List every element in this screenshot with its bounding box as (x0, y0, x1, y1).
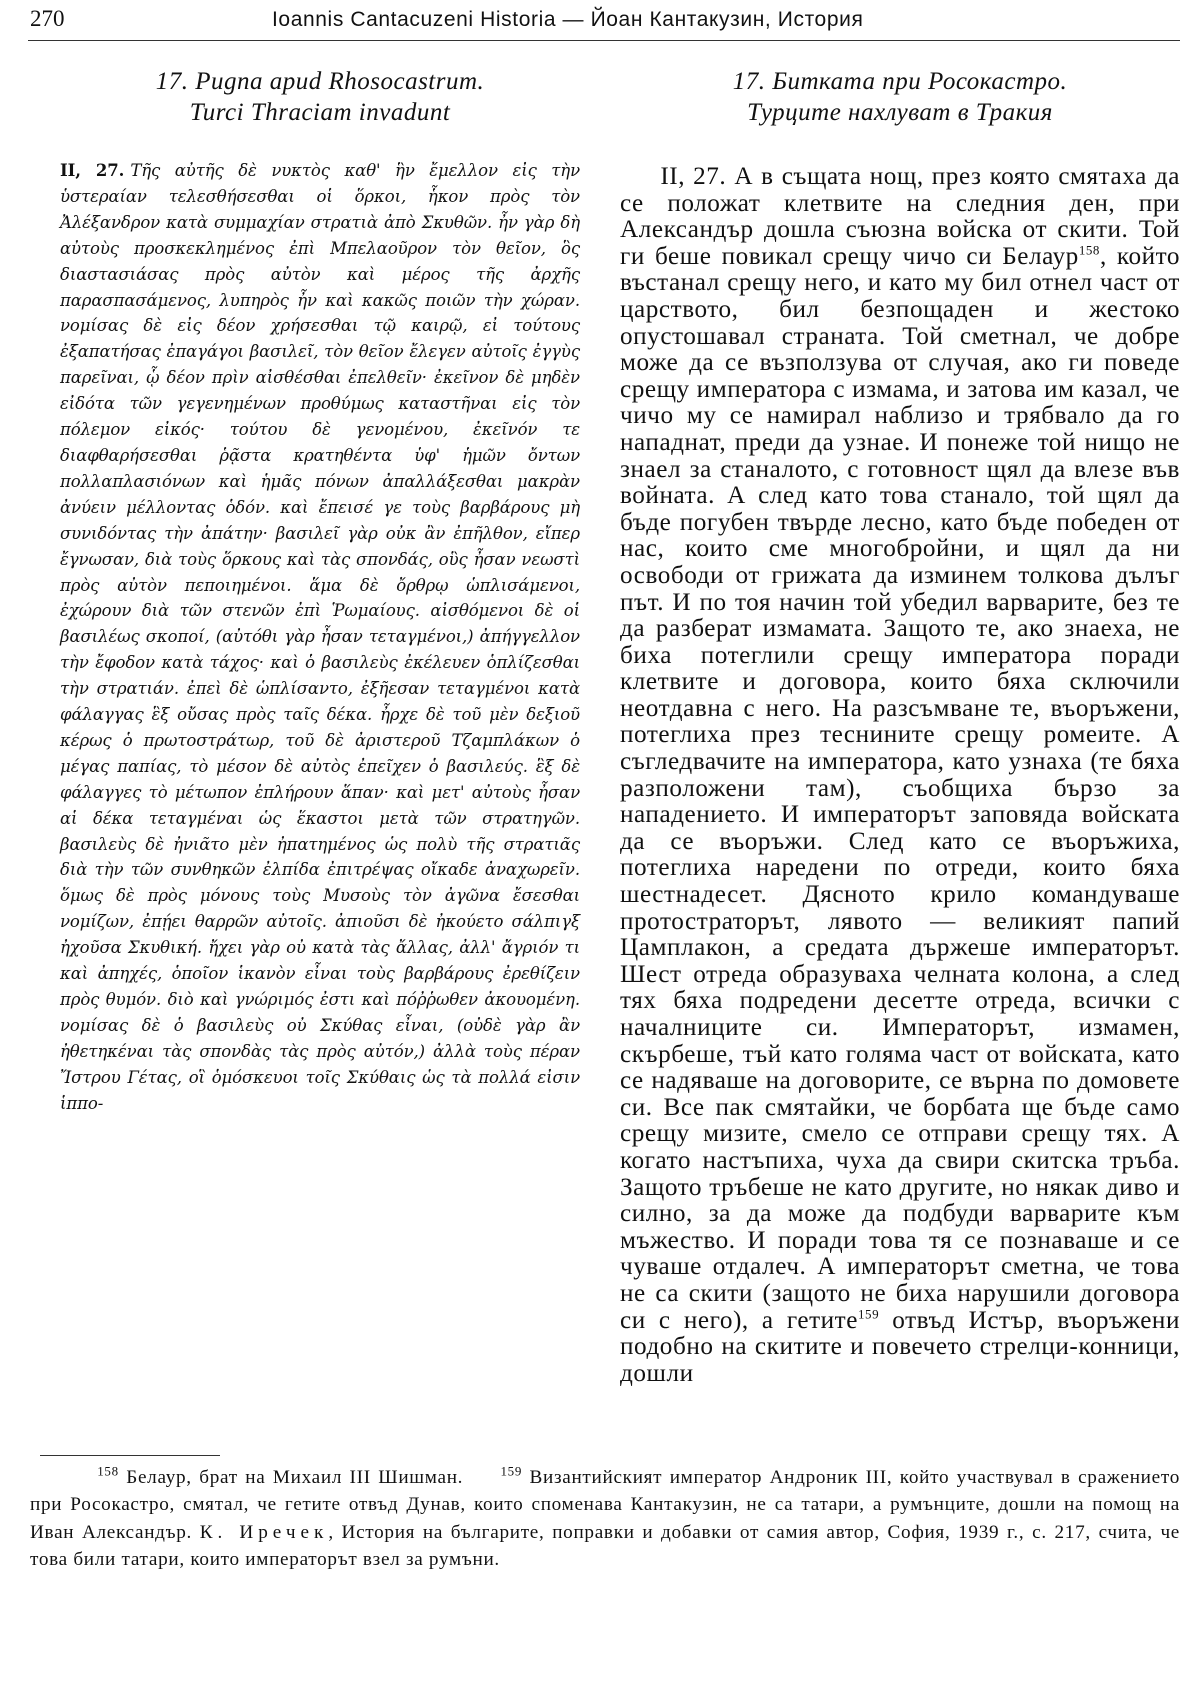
bulgarian-text (620, 164, 1180, 1387)
footnote-159-part1: Византийският император Андроник III, който участвувал в сражението при Росокастро, смятал, че гетите отвъд Дунав, които споменава Кантакузин, не са татари, а румънците, дошли на помощ на Иван Александър. (30, 1467, 1180, 1543)
footnote-text (30, 1464, 1180, 1573)
footnote-159-author: К. Иречек (199, 1521, 329, 1543)
footnote-159-part2: , История на българите, поправки и добавки от самия автор, София, 1939 г., с. 217, счита, че това били татари, които императорът взел за румъни. (30, 1521, 1181, 1570)
latin-heading-line1: 17. Pugna apud Rhosocastrum. (155, 68, 485, 95)
footnote-159-number: 159 (500, 1463, 523, 1479)
greek-column (60, 60, 580, 1117)
bulgarian-text-part2: , който въстанал срещу него, и като му бил отнел част от царството, бил безпощаден и жестоко опустошавал страната. Той сметнал, че добре може да се възползува от случая, ако ги поведе срещу императора с измама, и затова им казал, че чичо му се намирал наблизо и трябвало да го нападнат, преди да узнае. И понеже той нищо не знаел за станалото, с готовност щял да влезе във войната. А след като това станало, той щял да бъде погубен твърде лесно, като бъде победен от нас, които сме многобройни, и щял да ни освободи от грижата да изминем толкова дълъг път. И по тоя начин той убедил варварите, без те да разберат измамата. Защото те, ако знаеха, не биха потеглили срещу императора поради клетвите и договора, които бяха сключили неотдавна с него. На разсъмване те, въоръжени, потеглиха през теснините срещу ромеите. А съгледвачите на императора, като узнаха (те бяха разположени там), съобщиха бързо за нападението. И императорът заповяда войската да се въоръжи. След като се въоръжиха, потеглиха наредени по отреди, които бяха шестнадесет. Дясното крило командуваше протостраторът, лявото — великият папий Цамплакон, а средата държеше императорът. Шест отреда образуваха челната колона, а след тях бяха подредени десетте отреда, всички с началниците си. Императорът, измамен, скърбеше, тъй като голяма част от войската, като се надяваше на договорите, се върна по домовете си. Все пак смятайки, че борбата ще бъде само срещу мизите, смело се отправи срещу тях. А когато настъпиха, чуха да свири скитска тръба. Защото тръбеше не като другите, но някак диво и силно, за да може да подбуди варварите към мъжество. И поради това тя се познаваше и се чуваше отдалеч. А императорът сметна, че това не са скити (защото не биха нарушили договора си с него), а гетите (620, 242, 1180, 1334)
greek-body: Τῆς αὐτῆς δὲ νυκτὸς καθ' ἣν ἔμελλον εἰς τὴν ὑστεραίαν τελεσθήσεσθαι οἱ ὅρκοι, ἧκον πρὸς τὸν Ἀλέξανδρον κατὰ συμμαχίαν στρατιὰ ἀπὸ Σκυθῶν. ἦν γὰρ δὴ αὐτοὺς προσκεκλημένος ἐπὶ Μπελαοῦρον τὸν θεῖον, ὃς διαστασιάσας πρὸς αὐτὸν καὶ μέρος τῆς ἀρχῆς παρασπασάμενος, λυπηρὸς ἦν καὶ κακῶς ποιῶν τὴν χώραν. νομίσας δὲ εἰς δέον χρήσεσθαι τῷ καιρῷ, εἰ τούτους ἐξαπατήσας ἐπαγάγοι βασιλεῖ, τὸν θεῖον ἔλεγεν αὐτοῖς ἐγγὺς παρεῖναι, ᾧ δέον πρὶν αἰσθέσθαι ἐπελθεῖν· ἐκεῖνον δὲ μηδὲν εἰδότα τῶν γεγενημένων προθύμως καταστῆναι εἰς τὸν πόλεμον εἰκός· τούτου δὲ γενομένου, ἐκεῖνόν τε διαφθαρήσεσθαι ῥᾷστα κρατηθέντα ὑφ' ἡμῶν ὄντων πολλαπλασιόνων καὶ ἡμᾶς πόνων ἀπαλλάξεσθαι μακρὰν ἀνύειν μέλλοντας ὁδόν. καὶ ἔπεισέ γε τοὺς βαρβάρους μὴ συνιδόντας τὴν ἀπάτην· βασιλεῖ γὰρ οὐκ ἂν ἐπῆλθον, εἴπερ ἔγνωσαν, διὰ τοὺς ὅρκους καὶ τὰς σπονδάς, οὓς ἦσαν νεωστὶ πρὸς αὐτὸν πεποιημένοι. ἅμα δὲ ὄρθρῳ ὡπλισάμενοι, ἐχώρουν διὰ τῶν στενῶν ἐπὶ Ῥωμαίους. αἰσθόμενοι δὲ οἱ βασιλέως σκοποί, (αὐτόθι γὰρ ἦσαν τεταγμένοι,) ἀπήγγελλον τὴν ἔφοδον κατὰ τάχος· καὶ ὁ βασιλεὺς ἐκέλευεν ὁπλίζεσθαι τὴν στρατιάν. ἐπεὶ δὲ ὡπλίσαντο, ἐξῆεσαν τεταγμένοι κατὰ φάλαγγας ἓξ οὔσας πρὸς ταῖς δέκα. ἦρχε δὲ τοῦ μὲν δεξιοῦ κέρως ὁ πρωτοστράτωρ, τοῦ δὲ ἀριστεροῦ Τζαμπλάκων ὁ μέγας παπίας, τὸ μέσον δὲ αὐτὸς ἐπεῖχεν ὁ βασιλεύς. ἓξ δὲ φάλαγγες τὸ μέτωπον ἐπλήρουν ἅπαν· καὶ μετ' αὐτοὺς ἦσαν αἱ δέκα τεταγμέναι ὡς ἕκαστοι μετὰ τῶν στρατηγῶν. βασιλεὺς δὲ ἠνιᾶτο μὲν ἠπατημένος ὡς πολὺ τῆς στρατιᾶς διὰ τὴν τῶν συνθηκῶν ἐλπίδα ἐπιτρέψας οἴκαδε ἀναχωρεῖν. ὅμως δὲ πρὸς μόνους τοὺς Μυσοὺς τὸν ἀγῶνα ἔσεσθαι νομίζων, ἐπῄει θαρρῶν αὐτοῖς. ἀπιοῦσι δὲ ἠκούετο σάλπιγξ ἠχοῦσα Σκυθική. ἤχει γὰρ οὐ κατὰ τὰς ἄλλας, ἀλλ' ἄγριόν τι καὶ ἀπηχές, ὁποῖον ἱκανὸν εἶναι τοὺς βαρβάρους ἐρεθίζειν πρὸς θυμόν. διὸ καὶ γνώριμός ἐστι καὶ πόῤῥωθεν ἀκουομένη. νομίσας δὲ ὁ βασιλεὺς οὐ Σκύθας εἶναι, (οὐδὲ γὰρ ἂν ἠθετηκέναι τὰς σπονδὰς τὰς πρὸς αὐτόν,) ἀλλὰ τοὺς πέραν Ἴστρου Γέτας, οἳ ὁμόσκευοι τοῖς Σκύθαις ὡς τὰ πολλά εἰσιν ἱππο- (60, 161, 580, 1113)
footnote-158-number: 158 (97, 1463, 119, 1479)
footnote-158: Белаур, брат на Михаил III Шишман. (118, 1467, 464, 1488)
section-mark: II, 27. (60, 161, 125, 180)
page-number: 270 (30, 6, 65, 31)
footnote-ref-159[interactable]: 159 (857, 1306, 880, 1322)
bulgarian-heading-line2: Турците нахлуват в Тракия (747, 99, 1053, 126)
bulgarian-heading-line1: 17. Битката при Росокастро. (732, 68, 1068, 95)
bulgarian-heading (620, 66, 1180, 128)
greek-text (60, 158, 580, 1117)
latin-heading-line2: Turci Thraciam invadunt (189, 99, 451, 126)
bulgarian-text-part3: отвъд Истър, въоръжени подобно на скитите и повечето стрелци-конници, дошли (620, 1306, 1180, 1387)
footnotes (30, 1455, 1180, 1573)
running-title: Ioannis Cantacuzeni Historia — Йоан Кантакузин, История (272, 8, 864, 31)
bulgarian-text-part1: II, 27. А в същата нощ, през която смятаха да се положат клетвите на следния ден, при Александър дошла съюзна войска от скити. Той ги беше повикал срещу чичо си Белаур (620, 163, 1180, 270)
latin-heading (60, 66, 580, 128)
page-header (0, 0, 1200, 40)
footnote-rule (40, 1455, 220, 1456)
header-rule (28, 40, 1180, 41)
footnote-ref-158[interactable]: 158 (1078, 242, 1100, 258)
bulgarian-column (620, 60, 1180, 1387)
